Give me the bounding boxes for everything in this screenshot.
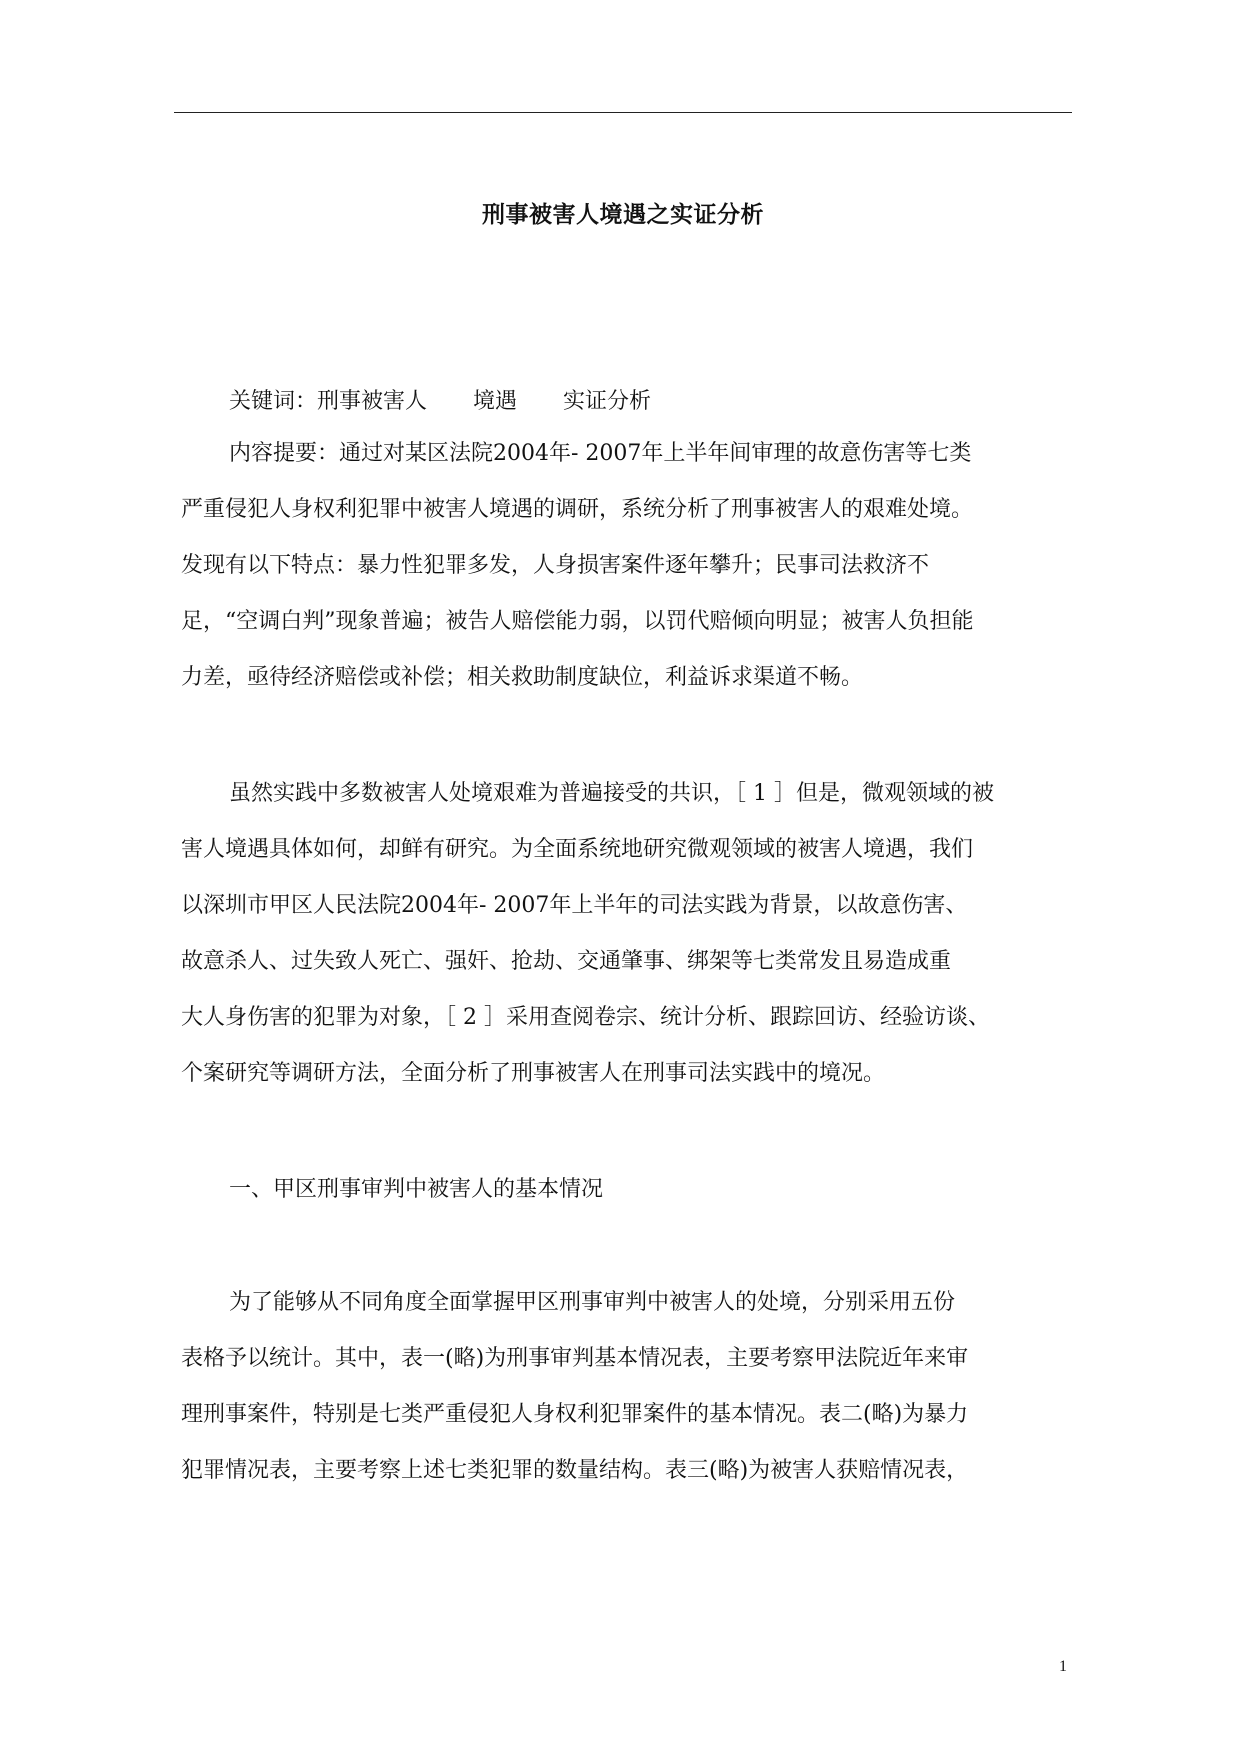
text-line: 为了能够从不同角度全面掌握甲区刑事审判中被害人的处境，分别采用五份 xyxy=(229,1290,956,1315)
text-line: 严重侵犯人身权利犯罪中被害人境遇的调研，系统分析了刑事被害人的艰难处境。 xyxy=(181,497,974,522)
keyword-item: 刑事被害人 xyxy=(317,389,428,414)
text-line: 发现有以下特点：暴力性犯罪多发，人身损害案件逐年攀升；民事司法救济不 xyxy=(181,553,930,578)
keyword-item: 境遇 xyxy=(473,389,518,414)
text-line: 以深圳市甲区人民法院2004年- 2007年上半年的司法实践为背景，以故意伤害、 xyxy=(181,893,968,918)
text-line: 个案研究等调研方法，全面分析了刑事被害人在刑事司法实践中的境况。 xyxy=(181,1061,886,1086)
text-line: 故意杀人、过失致人死亡、强奸、抢劫、交通肇事、绑架等七类常发且易造成重 xyxy=(181,949,952,974)
text-line: 害人境遇具体如何，却鲜有研究。为全面系统地研究微观领域的被害人境遇，我们 xyxy=(181,837,974,862)
document-title: 刑事被害人境遇之实证分析 xyxy=(482,201,764,228)
abstract-paragraph xyxy=(181,426,1081,706)
section-1-paragraph xyxy=(181,1275,1081,1499)
text-line: 理刑事案件，特别是七类严重侵犯人身权利犯罪案件的基本情况。表二(略)为暴力 xyxy=(181,1402,969,1427)
keyword-item: 实证分析 xyxy=(563,389,652,414)
text-line: 表格予以统计。其中，表一(略)为刑事审判基本情况表，主要考察甲法院近年来审 xyxy=(181,1346,969,1371)
text-line: 足，“空调白判”现象普遍；被告人赔偿能力弱，以罚代赔倾向明显；被害人负担能 xyxy=(181,609,974,634)
keywords-label: 关键词： xyxy=(229,389,318,414)
section-heading xyxy=(181,1162,1081,1218)
section-1-heading: 一、甲区刑事审判中被害人的基本情况 xyxy=(229,1177,604,1202)
header-rule xyxy=(174,112,1072,113)
text-line: 犯罪情况表，主要考察上述七类犯罪的数量结构。表三(略)为被害人获赔情况表， xyxy=(181,1458,969,1483)
text-line: 力差，亟待经济赔偿或补偿；相关救助制度缺位，利益诉求渠道不畅。 xyxy=(181,665,864,690)
page-number: 1 xyxy=(1059,1658,1067,1675)
text-line: 大人身伤害的犯罪为对象，［ 2 ］采用查阅卷宗、统计分析、跟踪回访、经验访谈、 xyxy=(181,1005,990,1030)
intro-paragraph xyxy=(181,766,1081,1102)
text-line: 虽然实践中多数被害人处境艰难为普遍接受的共识，［ 1 ］但是，微观领域的被 xyxy=(229,781,994,806)
text-line: 内容提要：通过对某区法院2004年- 2007年上半年间审理的故意伤害等七类 xyxy=(229,441,972,466)
keywords-line xyxy=(229,384,651,415)
